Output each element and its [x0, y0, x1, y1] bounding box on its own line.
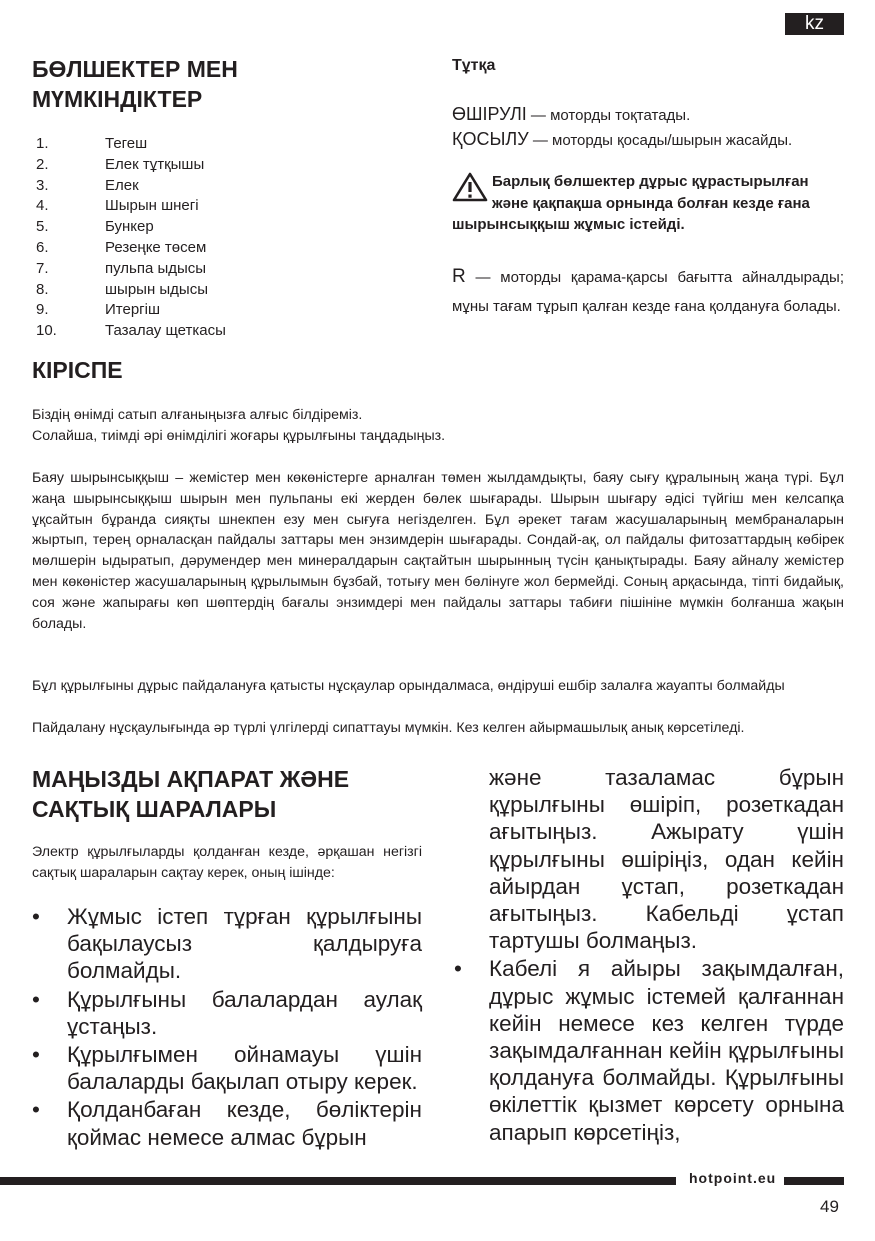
parts-item-number: 5.: [36, 218, 49, 236]
safety-bullet-item: [32, 1041, 422, 1095]
parts-item-label: пульпа ыдысы: [105, 259, 207, 277]
parts-list-item: [32, 176, 432, 197]
safety-heading-line1: МАҢЫЗДЫ АҚПАРАТ ЖӘНЕ: [32, 766, 350, 792]
parts-item-number: 10.: [36, 322, 57, 340]
parts-item-label: Итергіш: [105, 301, 161, 319]
parts-item-number: 9.: [36, 301, 49, 319]
intro-thanks-line2: Солайша, тиімді әрі өнімділігі жоғары құрылғыны таңдадыңыз.: [32, 427, 446, 444]
parts-item-number: 3.: [36, 176, 49, 194]
safety-bullet-text: Жұмыс істеп тұрған құрылғыны бақылаусыз қалдыруға болмайды.: [67, 904, 422, 984]
intro-heading: КІРІСПЕ: [32, 357, 123, 383]
handle-on-line: [452, 126, 792, 154]
parts-item-label: Тазалау щеткасы: [105, 322, 226, 340]
intro-models-note: Пайдалану нұсқаулығында әр түрлі үлгілерді сипаттауы мүмкін. Кез келген айырмашылық анық көрсетіледі.: [32, 720, 745, 736]
parts-item-label: шырын ыдысы: [105, 280, 208, 298]
parts-item-label: Шырын шнегі: [105, 197, 199, 215]
parts-item-number: 2.: [36, 155, 49, 173]
intro-thanks: [32, 405, 844, 447]
safety-bullet-text: Кабелі я айыры зақымдалған, дұрыс жұмыс істемей қалғаннан кейін немесе кез келген түрде зақымдалғаннан кейін құрылғыны қолдануға болмайды. Құрылғыны өкілеттік қызмет көрсету орнына апарып көрсетіңіз,: [489, 956, 844, 1145]
reverse-description: — моторды қарама-қарсы бағытта айналдырады; мұны тағам тұрып қалған кезде ғана қолдануға болады.: [452, 269, 844, 315]
intro-thanks-line1: Біздің өнімді сатып алғаныңызға алғыс білдіреміз.: [32, 407, 363, 423]
warning-icon: [452, 172, 488, 202]
parts-heading: [32, 54, 238, 114]
parts-item-number: 4.: [36, 197, 49, 215]
handle-off-line: [452, 101, 690, 129]
intro-liability: Бұл құрылғыны дұрыс пайдалануға қатысты нұсқаулар орындалмаса, өндіруші ешбір залалға жауапты болмайды: [32, 678, 785, 694]
on-description: — моторды қосады/шырын жасайды.: [528, 132, 793, 149]
safety-item-continuation: және тазаламас бұрын құрылғыны өшіріп, розеткадан ағытыңыз. Ажырату үшін құрылғыны өшіріңіз, одан кейін айырдан ұстап, розеткадан ағытыңыз. Кабельді ұстап тартушы болмаңыз.: [489, 765, 844, 954]
parts-item-number: 1.: [36, 135, 49, 152]
safety-intro: Электр құрылғыларды қолданған кезде, әрқашан негізгі сақтық шараларын сақтау керек, оның ішінде:: [32, 844, 422, 881]
parts-list-item: [32, 155, 432, 176]
off-description: — моторды тоқтатады.: [526, 107, 691, 124]
parts-list-item: [32, 196, 432, 217]
safety-bullet-text: Құрылғымен ойнамауы үшін балаларды бақылап отыру керек.: [67, 1042, 422, 1095]
parts-list-item: [32, 238, 432, 259]
brand-url: hotpoint.eu: [689, 1170, 777, 1186]
parts-list-item: [32, 300, 432, 321]
footer-rule-right: [784, 1177, 844, 1185]
warning-note: [452, 171, 844, 236]
parts-list: [32, 134, 432, 342]
parts-item-label: Тегеш: [105, 135, 148, 152]
parts-list-item: [32, 321, 432, 342]
intro-description: Баяу шырынсыққыш – жемістер мен көкөністерге арналған төмен жылдамдықты, баяу сығу құралының жаңа түрі. Бұл жаңа шырынсыққыш шырын мен пульпаны екі жерден бөлек шығарады. Шырын шығару әдісі түйгіш мен келсапқа ұқсайтын бұранда сияқты шнекпен езу мен сығуға негізделген. Бұл әрекет тағам жасушаларының мембраналарын жыртып, терең орналасқан пайдалы заттары мен энзимдерін шығарады. Сондай-ақ, ол пайдалы фитозаттардың көбірек мөлшерін ыдыратып, дәрумендер мен минералдарын сақтайтын шырынның түсін қанықтырады. Баяу айналу жемістер мен көкөністер жасушаларының құрылымын бұзбай, тотығу мен бөлінуге жол бермейді. Соның арқасында, тіпті бидайық, соя және жапырағы көп шөптердің бағалы энзимдері мен пайдалы заттары табиғи пішініне мүмкін болғанша жақын болады.: [32, 470, 844, 632]
handle-heading: Тұтқа: [452, 57, 496, 74]
page-number: 49: [820, 1197, 839, 1216]
off-label: ӨШІРУЛІ: [452, 104, 527, 124]
parts-item-number: 6.: [36, 238, 49, 256]
on-label: ҚОСЫЛУ: [452, 129, 529, 149]
safety-heading-line2: САҚТЫҚ ШАРАЛАРЫ: [32, 796, 277, 822]
safety-bullet-item: [32, 1096, 422, 1150]
parts-item-label: Елек: [105, 176, 139, 194]
bullet-icon: •: [32, 1097, 40, 1123]
safety-list-right: [454, 764, 844, 1147]
parts-list-item: [32, 259, 432, 280]
safety-list-left: [32, 903, 422, 1152]
footer-rule-left: [0, 1177, 676, 1185]
parts-list-item: [32, 217, 432, 238]
bullet-icon: •: [32, 904, 40, 929]
parts-item-label: Резеңке төсем: [105, 238, 207, 256]
safety-bullet-item: [32, 986, 422, 1040]
parts-item-label: Бункер: [105, 218, 154, 236]
parts-list-item: [32, 134, 432, 155]
parts-item-label: Елек тұтқышы: [105, 155, 205, 173]
bullet-icon: •: [454, 956, 462, 982]
parts-heading-line1: БӨЛШЕКТЕР МЕН: [32, 56, 238, 82]
warning-text: Барлық бөлшектер дұрыс құрастырылған және қақпақша орнында болған кезде ғана шырынсыққыш жұмыс істейді.: [452, 173, 810, 233]
safety-heading: [32, 764, 349, 824]
parts-item-number: 8.: [36, 280, 49, 298]
bullet-icon: •: [32, 986, 40, 1012]
parts-list-item: [32, 280, 432, 301]
parts-item-number: 7.: [36, 259, 49, 277]
reverse-label: R: [452, 266, 466, 287]
language-badge: kz: [785, 13, 844, 35]
bullet-icon: •: [32, 1042, 40, 1068]
reverse-note: [452, 262, 844, 321]
parts-heading-line2: МҮМКІНДІКТЕР: [32, 86, 203, 112]
safety-bullet-text: Қолданбаған кезде, бөліктерін қоймас немесе алмас бұрын: [67, 1097, 422, 1150]
safety-bullet-item: [32, 903, 422, 985]
safety-bullet-text: Құрылғыны балалардан аулақ ұстаңыз.: [67, 986, 422, 1039]
safety-bullet-item: [454, 955, 844, 1145]
